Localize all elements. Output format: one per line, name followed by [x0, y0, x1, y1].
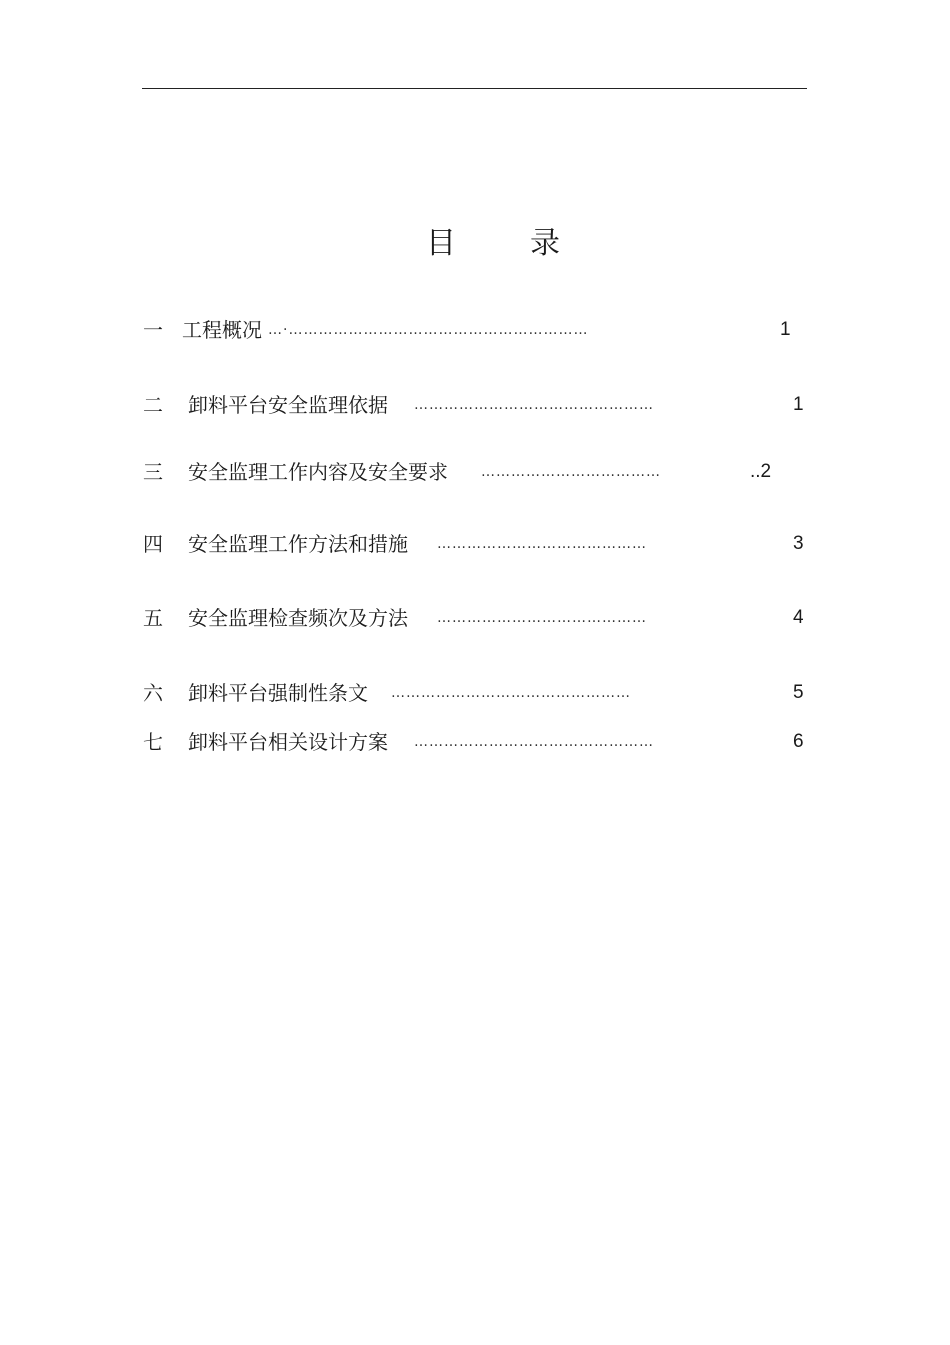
toc-entry-label: 安全监理工作方法和措施	[188, 532, 408, 556]
toc-entry-page: 1	[780, 319, 791, 340]
toc-entry[interactable]	[0, 529, 950, 559]
toc-entry[interactable]	[0, 603, 950, 633]
toc-entry-label: 卸料平台相关设计方案	[188, 730, 388, 754]
toc-leader-dots: ……………………………………	[437, 536, 647, 552]
toc-entry-label: 卸料平台强制性条文	[188, 681, 368, 705]
toc-leader-dots: ………………………………	[481, 464, 661, 480]
toc-entry-label: 卸料平台安全监理依据	[188, 393, 388, 417]
toc-entry[interactable]	[0, 678, 950, 708]
header-rule	[142, 88, 807, 89]
toc-entry[interactable]	[0, 315, 950, 345]
toc-entry-number: 二	[143, 393, 163, 417]
toc-entry-label: 工程概况	[182, 318, 262, 342]
toc-entry-number: 四	[143, 532, 163, 556]
toc-leader-dots: …·……………………………………………………	[268, 322, 589, 338]
toc-entry-number: 七	[143, 730, 163, 754]
toc-entry-page: 6	[793, 731, 804, 752]
toc-entry-number: 一	[143, 318, 163, 342]
title-char-1: 目	[426, 226, 456, 261]
toc-entry-page: 3	[793, 533, 804, 554]
toc-leader-dots: …………………………………………	[414, 734, 654, 750]
toc-entry-label: 安全监理工作内容及安全要求	[188, 460, 448, 484]
toc-entry-page: ..2	[750, 461, 772, 482]
toc-entry-page: 5	[793, 682, 804, 703]
toc-entry-number: 六	[143, 681, 163, 705]
title-char-2: 录	[530, 226, 560, 261]
toc-entry[interactable]	[0, 457, 950, 487]
toc-leader-dots: …………………………………………	[414, 397, 654, 413]
toc-entry-page: 4	[793, 607, 804, 628]
toc-entry[interactable]	[0, 727, 950, 757]
toc-leader-dots: ……………………………………	[437, 610, 647, 626]
toc-entry-label: 安全监理检查频次及方法	[188, 606, 408, 630]
toc-entry-number: 三	[143, 460, 163, 484]
toc-entry-number: 五	[143, 606, 163, 630]
page-title	[0, 224, 950, 264]
toc-entry[interactable]	[0, 390, 950, 420]
toc-entry-page: 1	[793, 394, 804, 415]
toc-leader-dots: …………………………………………	[391, 685, 631, 701]
